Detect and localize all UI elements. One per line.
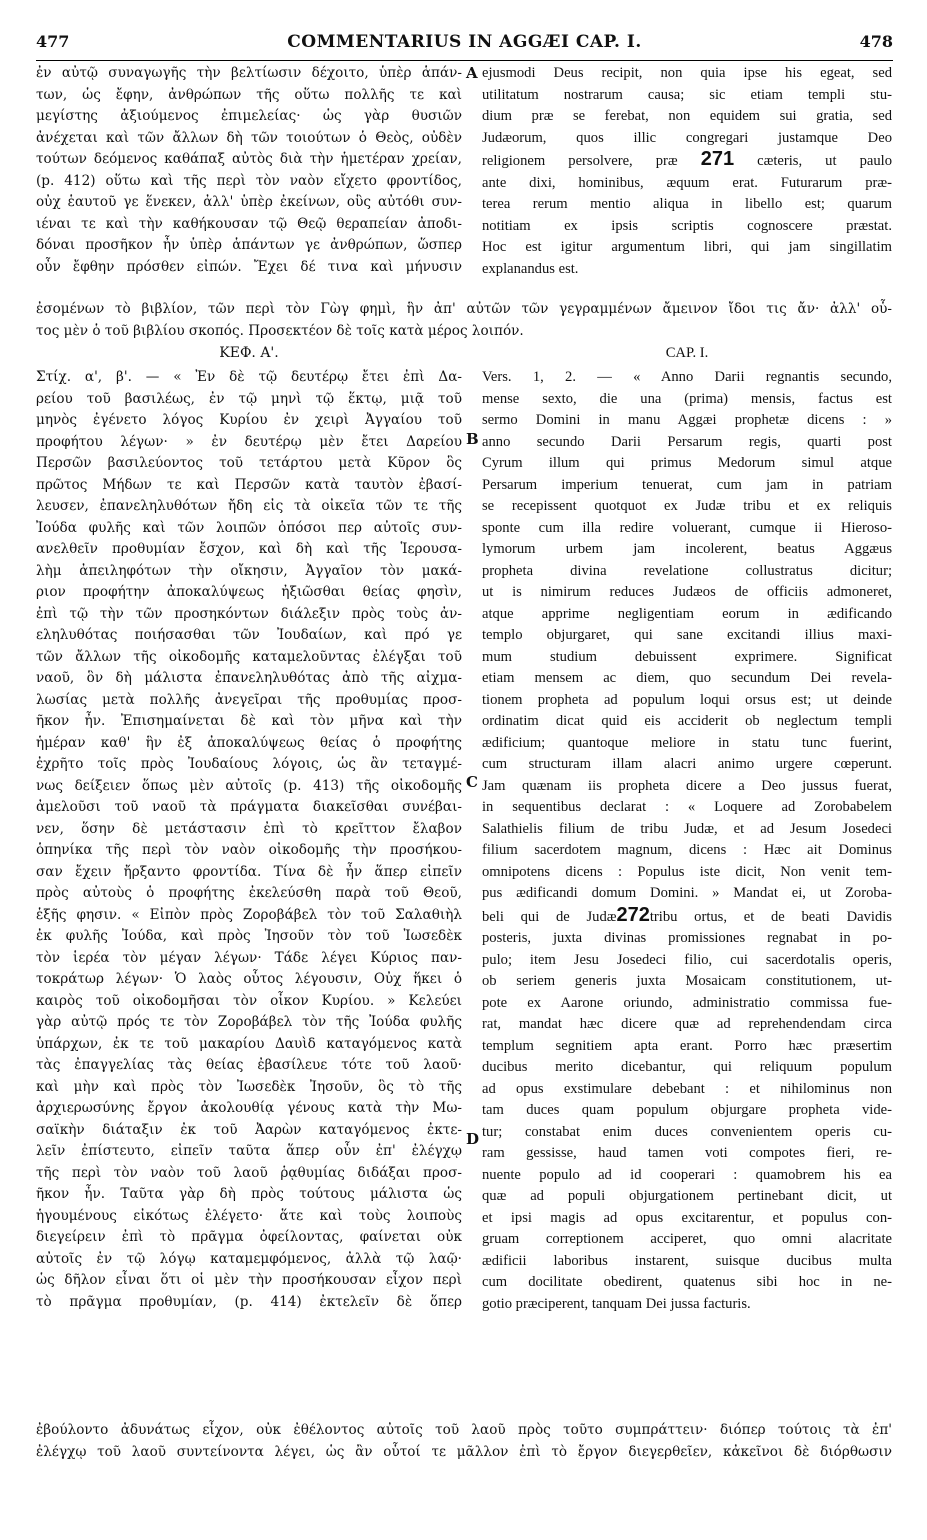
greek-column-top — [36, 63, 462, 278]
text-line: lymorum urbem jam incolerent, beatus Aggæus — [482, 541, 892, 557]
text-line: δόναι προσῆκον ἦν ὑπὲρ ἁπάντων γε ἀνθρώπων, ὥσπερ — [36, 237, 462, 253]
text-line: Cyrum illum qui primus Medorum simul atque — [482, 455, 892, 471]
latin-verse-heading: Vers. 1, 2. — « Anno Darii regnantis secundo, — [482, 369, 892, 385]
text-line: ædificium; quantoque meliore in statu tunc fuerint, — [482, 734, 892, 751]
text-line: se recepissent quotquot ex Judæ tribu et ex reliquis — [482, 498, 892, 514]
text-line: καὶ μὴν καὶ πρὸς τὸν Ἰωσεδὲκ Ἰησοῦν, ὃς τὸ τῆς — [36, 1078, 462, 1095]
text-line: ducibus merito dicebantur, qui reliquum populum — [482, 1059, 892, 1075]
text-line: τὰς ἐπαγγελίας τὰς θείας ἐβασίλευε τότε τοῦ λαοῦ· — [36, 1057, 462, 1073]
greek-line: ἐλέγχῳ τοῦ λαοῦ συντείνοντα λέγει, ὡς ἂν οὗτοί τε μᾶλλον ἐπὶ τὸ ἔργον διεγερθεῖεν, κἀκεῖνοι δὲ διόρθωσιν — [36, 1443, 892, 1460]
text-line: pote ex Aarone oriundo, administratio commissa fue- — [482, 994, 892, 1011]
chapter-heading-latin: CAP. I. — [665, 345, 709, 361]
text-line: Ἰούδα φυλῆς καὶ τῶν λοιπῶν ὁπόσοι περ αὐτοῖς συν- — [36, 519, 462, 536]
text-line: ἀμελοῦσι τοῦ ναοῦ τὰ πράγματα διακεῖσθαι συνέβαι- — [36, 799, 462, 815]
latin-line: ante dixi, hominibus, æquum erat. Futurarum præ- — [482, 174, 892, 191]
text-line: gruam correptionem acciperet, quo omni alacritate — [482, 1231, 892, 1247]
text-line: ὑπάρχων, ἐκ τε τοῦ μακαρίου Δαυὶδ καταγόμενος κατὰ — [36, 1035, 462, 1052]
text-line: gotio præciperent, tanquam Dei jussa facturis. — [482, 1295, 751, 1312]
text-line: ὁπηνίκα τῆς περὶ τὸν ναὸν οἰκοδομῆς τὴν προσήκου- — [36, 842, 462, 858]
latin-text: beli qui de Judæ — [482, 908, 617, 925]
latin-line: explanandus est. — [482, 260, 579, 277]
text-line: sermo Domini in manu Aggæi prophetæ dicens : » — [482, 412, 892, 428]
text-line: etiam mensem ac diem, quo secundum Dei revela- — [482, 670, 892, 686]
text-line: ut is nimirum reduces Judæos de officiis admoneret, — [482, 584, 892, 600]
margin-marker-b: B — [466, 430, 479, 448]
text-line: pus ædificandi domum Domini. » Mandat ei, ut Zoroba- — [482, 885, 892, 901]
right-page-number: 478 — [859, 32, 893, 51]
text-line: rat, mandat hæc dicere quæ ad reprehendendam circa — [482, 1016, 892, 1032]
text-line: ἡγουμένους εἰκότως ἐλέγετο· ἅτε καὶ τοὺς λοιποὺς — [36, 1207, 462, 1224]
text-line: cum structuram illam alacri animo urgere cœperunt. — [482, 756, 892, 772]
latin-line — [482, 905, 892, 929]
text-line: ανελθεῖν προθυμίαν ἔσχον, καὶ δὴ καὶ τῆς Ἱερουσα- — [36, 541, 462, 557]
text-line: μεγίστης ἀξιούμενος ἐπιμελείας· ὡς γὰρ θυσιῶν — [36, 108, 462, 124]
text-line: ordinatim dicat quid eis acciderit ob neglectum templi — [482, 713, 892, 729]
header-rule — [36, 60, 893, 61]
latin-text: cæteris, ut paulo — [757, 153, 892, 169]
greek-line: ἐσομένων τὸ βιβλίον, τῶν περὶ τὸν Γὼγ φημὶ, ἣν ἀπ' αὐτῶν τῶν γεγραμμένων ἄμεινον ἴδοι τις ἄν· ἀλλ' οὗ- — [36, 301, 892, 317]
text-line: Jam quænam iis propheta dicere a Deo jussus fuerat, — [482, 777, 892, 794]
chapter-heading-greek: ΚΕΦ. Α'. — [219, 345, 279, 361]
text-line: λευσεν, ἐπανεληλυθότων ἤδη εἰς τὰ οἰκεῖα τῶν τε τῆς — [36, 498, 462, 514]
text-line: posteris, juxta divinas promissiones regnabat in po- — [482, 930, 892, 946]
text-line: ὡς δῆλον εἶναι ὅτι οἱ μὲν τὴν προσήκουσαν εἶχον περὶ — [36, 1272, 462, 1288]
text-line: ἐχρῆτο τοῖς πρὸς Ἰουδαίους λόγοις, ὡς ἂν τεταγμέ- — [36, 756, 462, 772]
greek-full-width-top — [36, 299, 892, 342]
latin-line: ejusmodi Deus recipit, non quia ipse his egeat, sed — [482, 65, 892, 81]
text-line: τοκράτωρ λέγων· Ὁ λαὸς οὗτος λέγουσιν, Οὐχ ἥκει ὁ — [36, 971, 462, 987]
text-line: ἐπὶ τῷ τὴν τῶν προσηκόντων διάλεξιν πρὸς τοὺς ἀν- — [36, 605, 462, 622]
text-line: propheta divina revelatione collustratus dicitur; — [482, 562, 892, 579]
greek-column-main — [36, 367, 462, 1313]
latin-text: religionem persolvere, præ — [482, 153, 678, 169]
text-line: λεῖν ἐπίστευτο, εἰπεῖν ταῦτα ἅπερ οὖν ἐπ' ἐλέγχῳ — [36, 1143, 462, 1159]
text-line: γὰρ αὐτῷ πρός τε τὸν Ζοροβάβελ τὸν τῆς Ἰούδα φυλῆς — [36, 1014, 462, 1030]
text-line: nuente populo ad id cooperari : quamobrem his ea — [482, 1166, 892, 1183]
column-number-272: 272 — [616, 904, 650, 926]
text-line: των, ὡς ἔφην, ἀνθρώπων τῆς οὕτω πολλῆς τε καὶ — [36, 86, 462, 103]
margin-marker-d: D — [466, 1130, 480, 1148]
text-line: προφήτου λέγων· » ἐν δευτέρῳ μὲν ἔτει Δαρείου — [36, 433, 462, 450]
latin-line: notitiam ex ipsis scriptis cognoscere præstat. — [482, 217, 892, 234]
text-line: ναοῦ, ὃν δὴ μάλιστα ἐπανεληλυθότας ἀπὸ τῆς αἰχμα- — [36, 670, 462, 686]
latin-column-main — [482, 367, 892, 1315]
text-line: αὐτοῖς ἐν τῷ λόγῳ καταμεμφόμενος, ἀλλὰ τῷ λαῷ· — [36, 1250, 462, 1267]
text-line: ρείου τοῦ βασιλέως, ἐν τῷ μηνὶ τῷ ἕκτῳ, μιᾷ τοῦ — [36, 390, 462, 407]
text-line: ædificii laboribus instarent, suisque ducibus multa — [482, 1252, 892, 1269]
text-line: tur; constabat enim duces convenientem operis cu- — [482, 1123, 892, 1140]
text-line: templo objurgaret, qui sane excitandi illius maxi- — [482, 627, 892, 643]
text-line: Persarum imperium tenuerat, cum jam in patriam — [482, 476, 892, 493]
text-line: mense sexto, die una (prima) mensis, factus est — [482, 390, 892, 407]
text-line: ἐν αὐτῷ συναγωγῆς τὴν βελτίωσιν δέχοιτο, ὑπὲρ ἁπάν- — [36, 65, 462, 81]
text-line: anno secundo Darii Persarum regis, quarti post — [482, 433, 892, 450]
latin-line: Judæorum, quos illic congregari justamque Deo — [482, 129, 892, 146]
text-line: ἀνέχεται καὶ τῶν ἄλλων δὴ τῶν τοιούτων ὁ Θεὸς, οὐδὲν — [36, 129, 462, 146]
latin-line: Hoc est igitur argumentum libri, qui jam singillatim — [482, 239, 892, 255]
text-line: filium sacerdotem magnum, dicens : Hæc ait Dominus — [482, 842, 892, 858]
text-line: Στίχ. α', β'. — « Ἐν δὲ τῷ δευτέρῳ ἔτει ἐπὶ Δα- — [36, 369, 462, 385]
text-line: ἐκ φυλῆς Ἰούδα, καὶ πρὸς Ἰησοῦν τὸν τοῦ Ἰωσεδὲκ — [36, 928, 462, 944]
text-line: νεν, ὅσην δὲ μετάστασιν ἐπὶ τὸ κρεῖττον ἔλαβον — [36, 820, 462, 837]
text-line: τὸν ἱερέα τὸν μέγαν λέγων· Τάδε λέγει Κύριος παν- — [36, 949, 462, 966]
greek-full-width-bottom — [36, 1420, 892, 1463]
text-line: πρῶτος Μήδων τε καὶ Περσῶν κατὰ ταυτὸν ἐβασί- — [36, 476, 462, 493]
column-number-271: 271 — [700, 149, 735, 170]
text-line: templum segnitiem apta erant. Porro hæc præsertim — [482, 1037, 892, 1054]
text-line: tionem propheta ad populum loqui orsus est; ut deinde — [482, 691, 892, 708]
text-line: ἀρχιερωσύνης ἔργον ἀκολουθίᾳ γένους κατὰ τὴν Μω- — [36, 1100, 462, 1116]
text-line: λὴμ ἀπειληφότων τὴν οἴκησιν, Ἀγγαῖον τὸν μακά- — [36, 562, 462, 579]
text-line: quæ ad populi objurgationem pertinebant dicit, ut — [482, 1188, 892, 1204]
latin-text: tribu ortus, et de beati Davidis — [649, 908, 892, 925]
text-line: atque apprime negligentiam eorum in ædificando — [482, 605, 892, 622]
text-line: ῆκον ἦν. Ταῦτα γὰρ δὴ πρὸς τούτους μάλιστα ὡς — [36, 1186, 462, 1202]
text-line: Salathielis filium de tribu Judæ, et ad Jesum Josedeci — [482, 820, 892, 837]
text-line: tam duces quam populum objurgare propheta vide- — [482, 1102, 892, 1118]
text-line: (p. 412) οὕτω καὶ τῆς περὶ τὸν ναὸν εἴχετο φροντίδος, — [36, 172, 462, 189]
text-line: ob seriem generis juxta Mosaicam constitutionem, ut- — [482, 973, 892, 989]
text-line: ἡμέραν καθ' ἣν ἐξ ἀποκαλύψεως θείας ὁ προφήτης — [36, 734, 462, 751]
greek-line: ἐβούλοντο ἀδυνάτως εἶχον, οὐκ ἐθέλοντος αὐτοῖς τοῦ λαοῦ πρὸς τοῦτο συμπράττειν· διόπερ τούτοις τὰ ἐπ' — [36, 1422, 892, 1438]
text-line: cum docilitate obedirent, quatenus sibi hoc in ne- — [482, 1274, 892, 1290]
text-line: ἑξῆς φησιν. « Εἰπὸν πρὸς Ζοροβάβελ τὸν τοῦ Σαλαθιὴλ — [36, 906, 462, 923]
text-line: mum studium debuissent exprimere. Significat — [482, 648, 892, 665]
latin-line: utilitatum nostrarum causa; sic etiam templi stu- — [482, 86, 892, 103]
text-line: λωσίας μετὰ πολλῆς ἀνεγεῖραι τῆς προθυμίας προσ- — [36, 691, 462, 708]
text-line: in sequentibus declarat : « Loquere ad Zorobabelem — [482, 799, 892, 815]
text-line: ῆκον ἦν. Ἐπισημαίνεται δὲ καὶ τὸν μῆνα καὶ τὴν — [36, 713, 462, 729]
left-page-number: 477 — [36, 32, 70, 51]
text-line: οὐχ ἑαυτοῦ γε ἕνεκεν, ἀλλ' ὑπὲρ ἐκείνων, οὓς αὐτόθι συν- — [36, 194, 462, 210]
latin-line — [482, 149, 892, 173]
text-line: νως δείξειεν ὅπως μὲν αὐτοῖς (p. 413) τῆς οἰκοδομῆς — [36, 777, 462, 794]
text-line: ad opus exstimulare debebant : et nihilominus non — [482, 1080, 892, 1097]
running-header — [36, 32, 893, 54]
margin-marker-a: A — [466, 64, 478, 82]
text-line: πρὸς αὐτοὺς ὁ προφήτης ἐκελεύσθη παρὰ τοῦ Θεοῦ, — [36, 885, 462, 901]
text-line: οὖν ἔφθην πρόσθεν εἰπών. Ἔχει δέ τινα καὶ μήνυσιν — [36, 258, 462, 275]
text-line: Περσῶν βασιλεύοντος τοῦ τετάρτου μετὰ Κῦρον ὃς — [36, 455, 462, 471]
running-title: COMMENTARIUS IN AGGÆI CAP. I. — [287, 32, 642, 52]
text-line: τῶν ἄλλων τῆς οἰκοδομῆς καταμελοῦντας ἐλέγξαι τοῦ — [36, 648, 462, 665]
text-line: μηνὸς ἐγένετο λόγος Κυρίου ἐν χειρὶ Ἀγγαίου τοῦ — [36, 412, 462, 428]
text-line: διεγείρειν ἐπὶ τὸ πρᾶγμα ὀφείλοντας, φαίνεται οὐκ — [36, 1229, 462, 1245]
text-line: ιέναι τε καὶ τὴν καθήκουσαν τῷ Θεῷ θεραπείαν ἀποδι- — [36, 215, 462, 232]
latin-column-top — [482, 63, 892, 280]
text-line: τούτων δεόμενος καθάπαξ αὐτὸς διὰ τὴν ἡμετέραν χρείαν, — [36, 151, 462, 167]
text-line: ριον προφήτην ἀποκαλύψεως ἠξιῶσθαι θείας φησὶν, — [36, 584, 462, 600]
text-line: ram gessisse, haud tamen voti compotes fieri, re- — [482, 1145, 892, 1161]
greek-line: τος μὲν ὁ τοῦ βιβλίου σκοπός. Προσεκτέον δὲ τοῖς κατὰ μέρος λοιπόν. — [36, 322, 524, 339]
text-line: pulo; item Jesu Josedeci filio, cui sacerdotalis operis, — [482, 951, 892, 968]
text-line: omnipotens dicens : Populus iste dicit, Non venit tem- — [482, 863, 892, 880]
text-line: εληλυθότας ποιήσασθαι τῶν Ἰουδαίων, καὶ πρό γε — [36, 627, 462, 643]
text-line: τῆς περὶ τὸν ναὸν τοῦ λαοῦ ῥᾳθυμίας διδάξαι προσ- — [36, 1164, 462, 1181]
text-line: et ipsi magis ad opus excitarentur, et populus con- — [482, 1209, 892, 1226]
latin-line: dium præ se ferebat, non equidem sui gratia, sed — [482, 108, 892, 124]
text-line: σαϊκὴν διάταξιν ἐκ τοῦ Ἀαρὼν καταγόμενος ἐκτε- — [36, 1121, 462, 1138]
margin-marker-c: C — [466, 773, 478, 791]
text-line: sponte cum illa redire voluerant, cumque ii Hieroso- — [482, 519, 892, 536]
text-line: σαν ἔχειν ἤρξαντο φροντίδα. Τίνα δὲ ἦν ἅπερ εἰπεῖν — [36, 863, 462, 880]
text-line: καιρὸς τοῦ οἰκοδομῆσαι τὸν οἶκον Κυρίου. » Κελεύει — [36, 992, 462, 1009]
text-line: τὸ πρᾶγμα προθυμίαν, (p. 414) ἐκτελεῖν δὲ ὅπερ — [36, 1293, 462, 1310]
latin-line: terea rerum mentio aliqua in libello est; quarum — [482, 196, 892, 212]
